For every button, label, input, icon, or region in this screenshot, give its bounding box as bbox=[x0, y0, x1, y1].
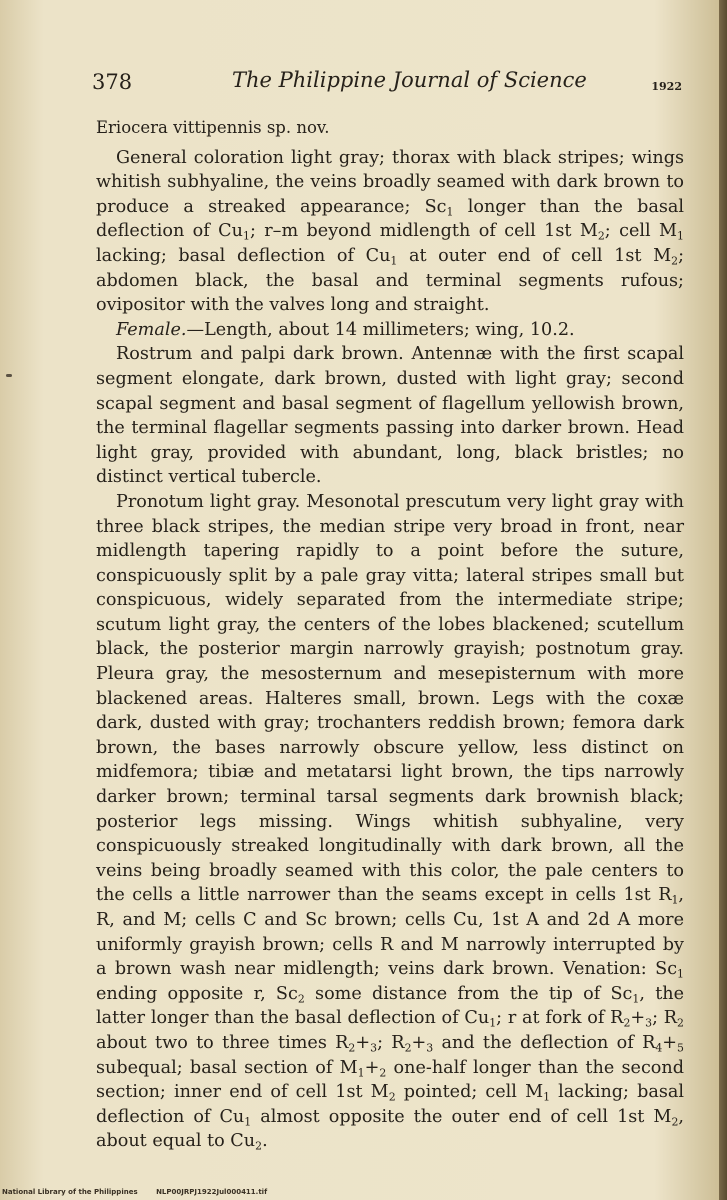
species-name: Eriocera vittipennis bbox=[96, 118, 262, 137]
journal-title: The Philippine Journal of Science bbox=[232, 68, 587, 92]
paragraph-head: Rostrum and palpi dark brown. Antennæ with the first scapal segment elongate, dark brown, dusted with light gray; second scapal segment and basal segment of flagellum yellowish brown, the terminal flagellar segments passing into darker brown. Head light gray, provided with abundant, long, black bristles; no distinct vertical tubercle. bbox=[96, 344, 684, 488]
header-year: 1922 bbox=[651, 80, 682, 93]
species-heading bbox=[96, 116, 684, 141]
scan-footer bbox=[2, 1188, 283, 1196]
paragraph-diagnosis: General coloration light gray; thorax with black stripes; wings whitish subhyaline, the veins broadly seamed with dark brown to produce a streaked appearance; $Sc_1$ longer than the basal deflection of $Cu_1$; r–m beyond midlength of cell 1st $M_2$; cell $M_1$ lacking; basal deflection of $Cu_1$ at outer end of cell 1st $M_2$; abdomen black, the basal and terminal segments rufous; ovipositor with the valves long and straight. bbox=[96, 147, 684, 316]
margin-mark bbox=[6, 374, 12, 377]
footer-file-id: NLP00JRPJ1922Jul000411.tif bbox=[156, 1188, 268, 1196]
paragraph-female: Female.—Length, about 14 millimeters; wing, 10.2. bbox=[116, 319, 575, 340]
paragraph-thorax: Pronotum light gray. Mesonotal prescutum very light gray with three black stripes, the median stripe very broad in front, near midlength tapering rapidly to a point before the suture, conspicuously split by a pale gray vitta; lateral stripes small but conspicuous, widely separated from the intermediate stripe; scutum light gray, the centers of the lobes blackened; scutellum black, the posterior margin narrowly grayish; postnotum gray. Pleura gray, the mesosternum and mesepisternum with more blackened areas. Halteres small, brown. Legs with the coxæ dark, dusted with gray; trochanters reddish brown; femora dark brown, the bases narrowly obscure yellow, less distinct on midfemora; tibiæ and metatarsi light brown, the tips narrowly darker brown; terminal tarsal segments dark brownish black; posterior legs missing. Wings whitish subhyaline, very conspicuously streaked longitudinally with dark brown, all the veins being broadly seamed with this color, the pale centers to the cells a little narrower than the seams except in cells 1st $R_1$, R, and M; cells C and Sc brown; cells Cu, 1st A and 2d A more uniformly grayish brown; cells R and M narrowly interrupted by a brown wash near midlength; veins dark brown. Venation: $Sc_1$ ending opposite r, $Sc_2$ some distance from the tip of $Sc_1$, the latter longer than the basal deflection of $Cu_1$; r at fork of $R_2+_3$; $R_2$ about two to three times $R_2+_3$; $R_2+_3$ and the deflection of $R_4+_5$ subequal; basal section of $M_1+_2$ one-half longer than the second section; inner end of cell 1st $M_2$ pointed; cell $M_1$ lacking; basal deflection of $Cu_1$ almost opposite the outer end of cell 1st $M_2$, about equal to $Cu_2$. bbox=[96, 491, 685, 1153]
species-status: sp. nov. bbox=[266, 118, 330, 137]
page-edge-shadow bbox=[719, 0, 727, 1200]
page-number: 378 bbox=[92, 70, 133, 94]
running-header bbox=[92, 66, 682, 96]
article-body bbox=[96, 116, 684, 1154]
footer-library: National Library of the Philippines bbox=[2, 1188, 138, 1196]
